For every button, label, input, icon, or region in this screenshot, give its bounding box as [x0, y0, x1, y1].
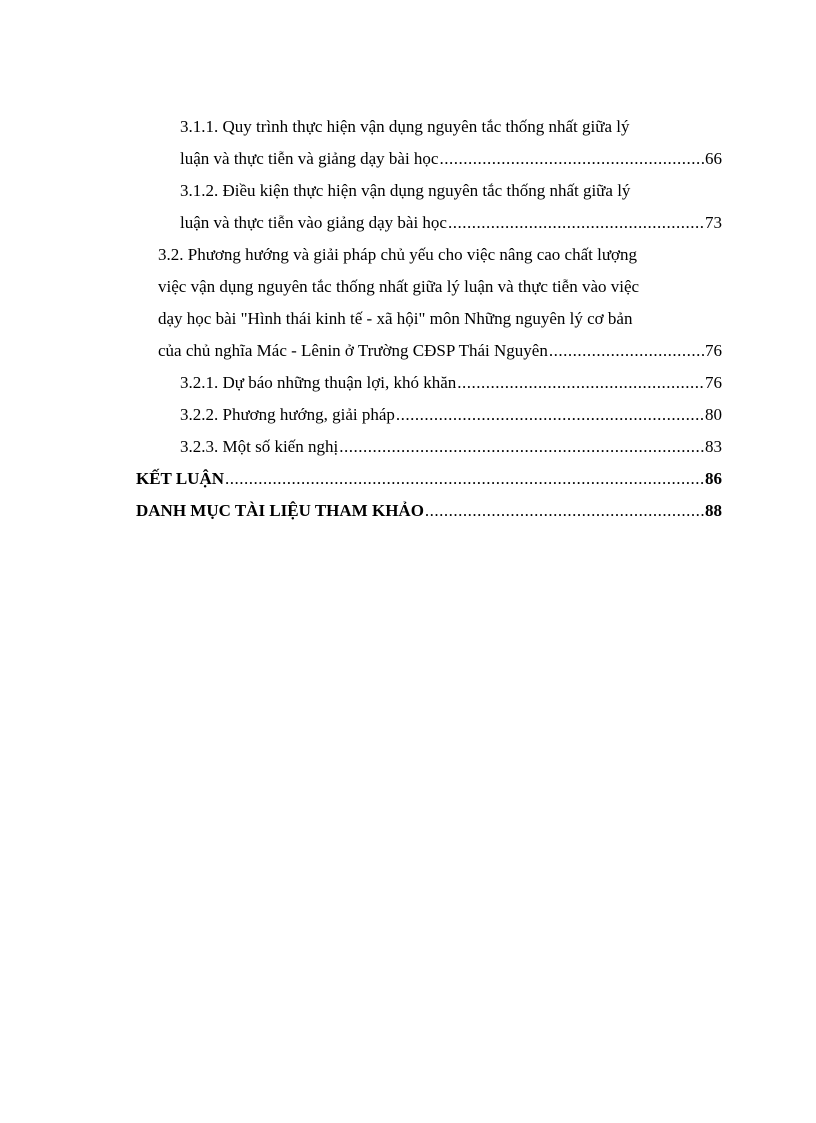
page-number: 66 [705, 149, 722, 168]
page-number: 83 [705, 437, 722, 456]
leader-dots [448, 213, 704, 233]
toc-entry-3-2-line4: của chủ nghĩa Mác - Lênin ở Trường CĐSP Thái Nguyên [158, 341, 548, 360]
page-number: 88 [705, 501, 722, 520]
leader-dots [396, 405, 704, 425]
toc-entry-3-2-line3: dạy học bài "Hình thái kinh tế - xã hội" môn Những nguyên lý cơ bản [158, 309, 633, 328]
leader-dots [339, 437, 704, 457]
toc-entry-3-2-2[interactable] [180, 405, 722, 425]
toc-entry-3-1-1-line1: 3.1.1. Quy trình thực hiện vận dụng nguyên tắc thống nhất giữa lý [180, 117, 630, 136]
leader-dots [457, 373, 704, 393]
toc-entry-label: 3.2.3. Một số kiến nghị [180, 437, 339, 456]
page-number: 86 [705, 469, 722, 488]
toc-entry-3-1-2[interactable] [180, 213, 722, 233]
page-number: 76 [705, 341, 722, 360]
toc-entry-3-2-3[interactable] [180, 437, 722, 457]
toc-entry-3-1-2-line1: 3.1.2. Điều kiện thực hiện vận dụng nguyên tắc thống nhất giữa lý [180, 181, 631, 200]
leader-dots [439, 149, 704, 169]
leader-dots [549, 341, 704, 361]
toc-entry-3-1-1-line2: luận và thực tiễn và giảng dạy bài học [180, 149, 439, 168]
toc-entry-3-2[interactable] [158, 341, 722, 361]
toc-entry-3-2-1[interactable] [180, 373, 722, 393]
toc-entry-3-1-2-line2: luận và thực tiễn vào giảng dạy bài học [180, 213, 447, 232]
leader-dots [225, 469, 704, 489]
leader-dots [425, 501, 704, 521]
toc-entry-label: 3.2.2. Phương hướng, giải pháp [180, 405, 395, 424]
toc-entry-danh-muc[interactable] [136, 501, 722, 521]
toc-entry-3-2-line1: 3.2. Phương hướng và giải pháp chủ yếu cho việc nâng cao chất lượng [158, 245, 638, 264]
toc-entry-label: 3.2.1. Dự báo những thuận lợi, khó khăn [180, 373, 457, 392]
page-number: 80 [705, 405, 722, 424]
page-number: 73 [705, 213, 722, 232]
page-number: 76 [705, 373, 722, 392]
toc-entry-ket-luan[interactable] [136, 469, 722, 489]
toc-entry-3-1-1[interactable] [180, 149, 722, 169]
toc-entry-label: KẾT LUẬN [136, 469, 225, 488]
toc-entry-label: DANH MỤC TÀI LIỆU THAM KHẢO [136, 501, 424, 520]
toc-entry-3-2-line2: việc vận dụng nguyên tắc thống nhất giữa lý luận và thực tiễn vào việc [158, 277, 640, 296]
